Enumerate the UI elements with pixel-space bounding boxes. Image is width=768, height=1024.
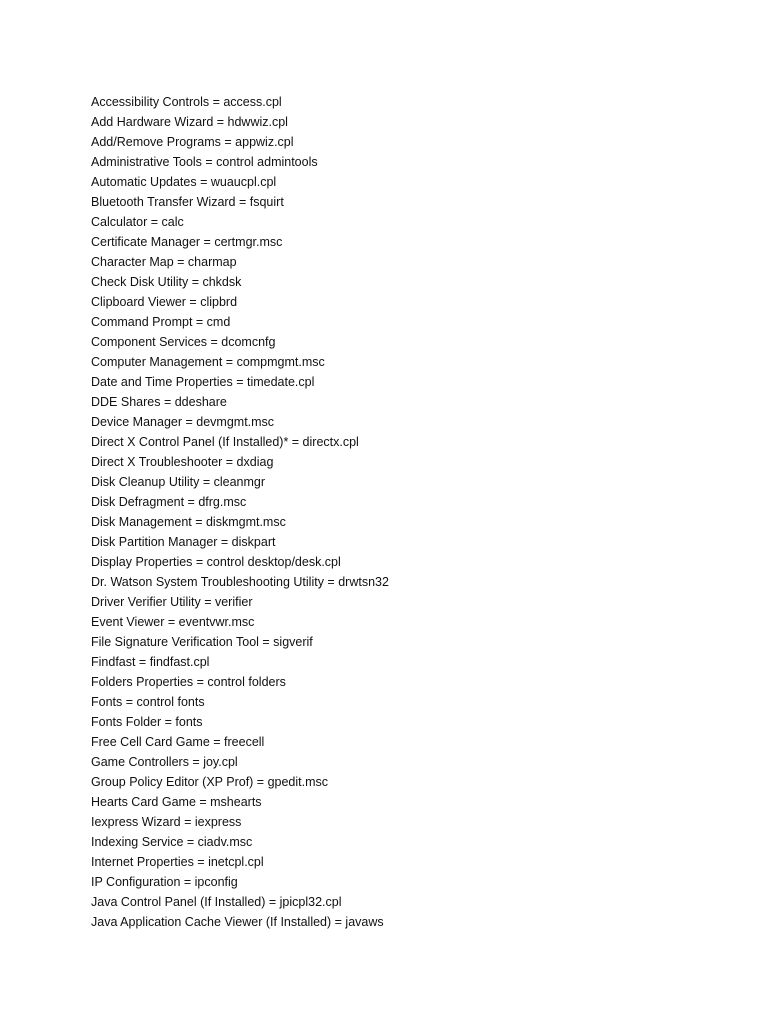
- list-item: Disk Partition Manager = diskpart: [91, 535, 276, 549]
- list-item: Add/Remove Programs = appwiz.cpl: [91, 135, 294, 149]
- list-item: Character Map = charmap: [91, 255, 237, 269]
- list-item: Fonts Folder = fonts: [91, 715, 203, 729]
- list-item: Computer Management = compmgmt.msc: [91, 355, 325, 369]
- list-item: Date and Time Properties = timedate.cpl: [91, 375, 315, 389]
- list-item: IP Configuration = ipconfig: [91, 875, 238, 889]
- list-item: Hearts Card Game = mshearts: [91, 795, 262, 809]
- list-item: Display Properties = control desktop/desk.cpl: [91, 555, 341, 569]
- list-item: Add Hardware Wizard = hdwwiz.cpl: [91, 115, 288, 129]
- list-item: Driver Verifier Utility = verifier: [91, 595, 253, 609]
- list-item: Direct X Control Panel (If Installed)* = directx.cpl: [91, 435, 359, 449]
- list-item: Fonts = control fonts: [91, 695, 205, 709]
- list-item: Disk Defragment = dfrg.msc: [91, 495, 247, 509]
- list-item: Check Disk Utility = chkdsk: [91, 275, 242, 289]
- list-item: Certificate Manager = certmgr.msc: [91, 235, 283, 249]
- list-item: Folders Properties = control folders: [91, 675, 286, 689]
- list-item: Clipboard Viewer = clipbrd: [91, 295, 238, 309]
- list-item: Disk Management = diskmgmt.msc: [91, 515, 286, 529]
- list-item: Free Cell Card Game = freecell: [91, 735, 265, 749]
- list-item: Indexing Service = ciadv.msc: [91, 835, 253, 849]
- list-item: Java Control Panel (If Installed) = jpicpl32.cpl: [91, 895, 342, 909]
- list-item: Administrative Tools = control admintools: [91, 155, 318, 169]
- list-item: Accessibility Controls = access.cpl: [91, 95, 282, 109]
- list-item: Calculator = calc: [91, 215, 184, 229]
- list-item: Automatic Updates = wuaucpl.cpl: [91, 175, 277, 189]
- list-item: Command Prompt = cmd: [91, 315, 231, 329]
- list-item: Iexpress Wizard = iexpress: [91, 815, 242, 829]
- list-item: Game Controllers = joy.cpl: [91, 755, 238, 769]
- list-item: Group Policy Editor (XP Prof) = gpedit.msc: [91, 775, 329, 789]
- list-item: Device Manager = devmgmt.msc: [91, 415, 275, 429]
- list-item: Internet Properties = inetcpl.cpl: [91, 855, 264, 869]
- list-item: Dr. Watson System Troubleshooting Utility = drwtsn32: [91, 575, 389, 589]
- list-item: Bluetooth Transfer Wizard = fsquirt: [91, 195, 284, 209]
- list-item: Direct X Troubleshooter = dxdiag: [91, 455, 274, 469]
- list-item: DDE Shares = ddeshare: [91, 395, 227, 409]
- list-item: Java Application Cache Viewer (If Installed) = javaws: [91, 915, 384, 929]
- list-item: Disk Cleanup Utility = cleanmgr: [91, 475, 266, 489]
- list-item: Findfast = findfast.cpl: [91, 655, 210, 669]
- list-item: Component Services = dcomcnfg: [91, 335, 276, 349]
- list-item: Event Viewer = eventvwr.msc: [91, 615, 255, 629]
- list-item: File Signature Verification Tool = sigverif: [91, 635, 313, 649]
- command-list: [91, 92, 389, 932]
